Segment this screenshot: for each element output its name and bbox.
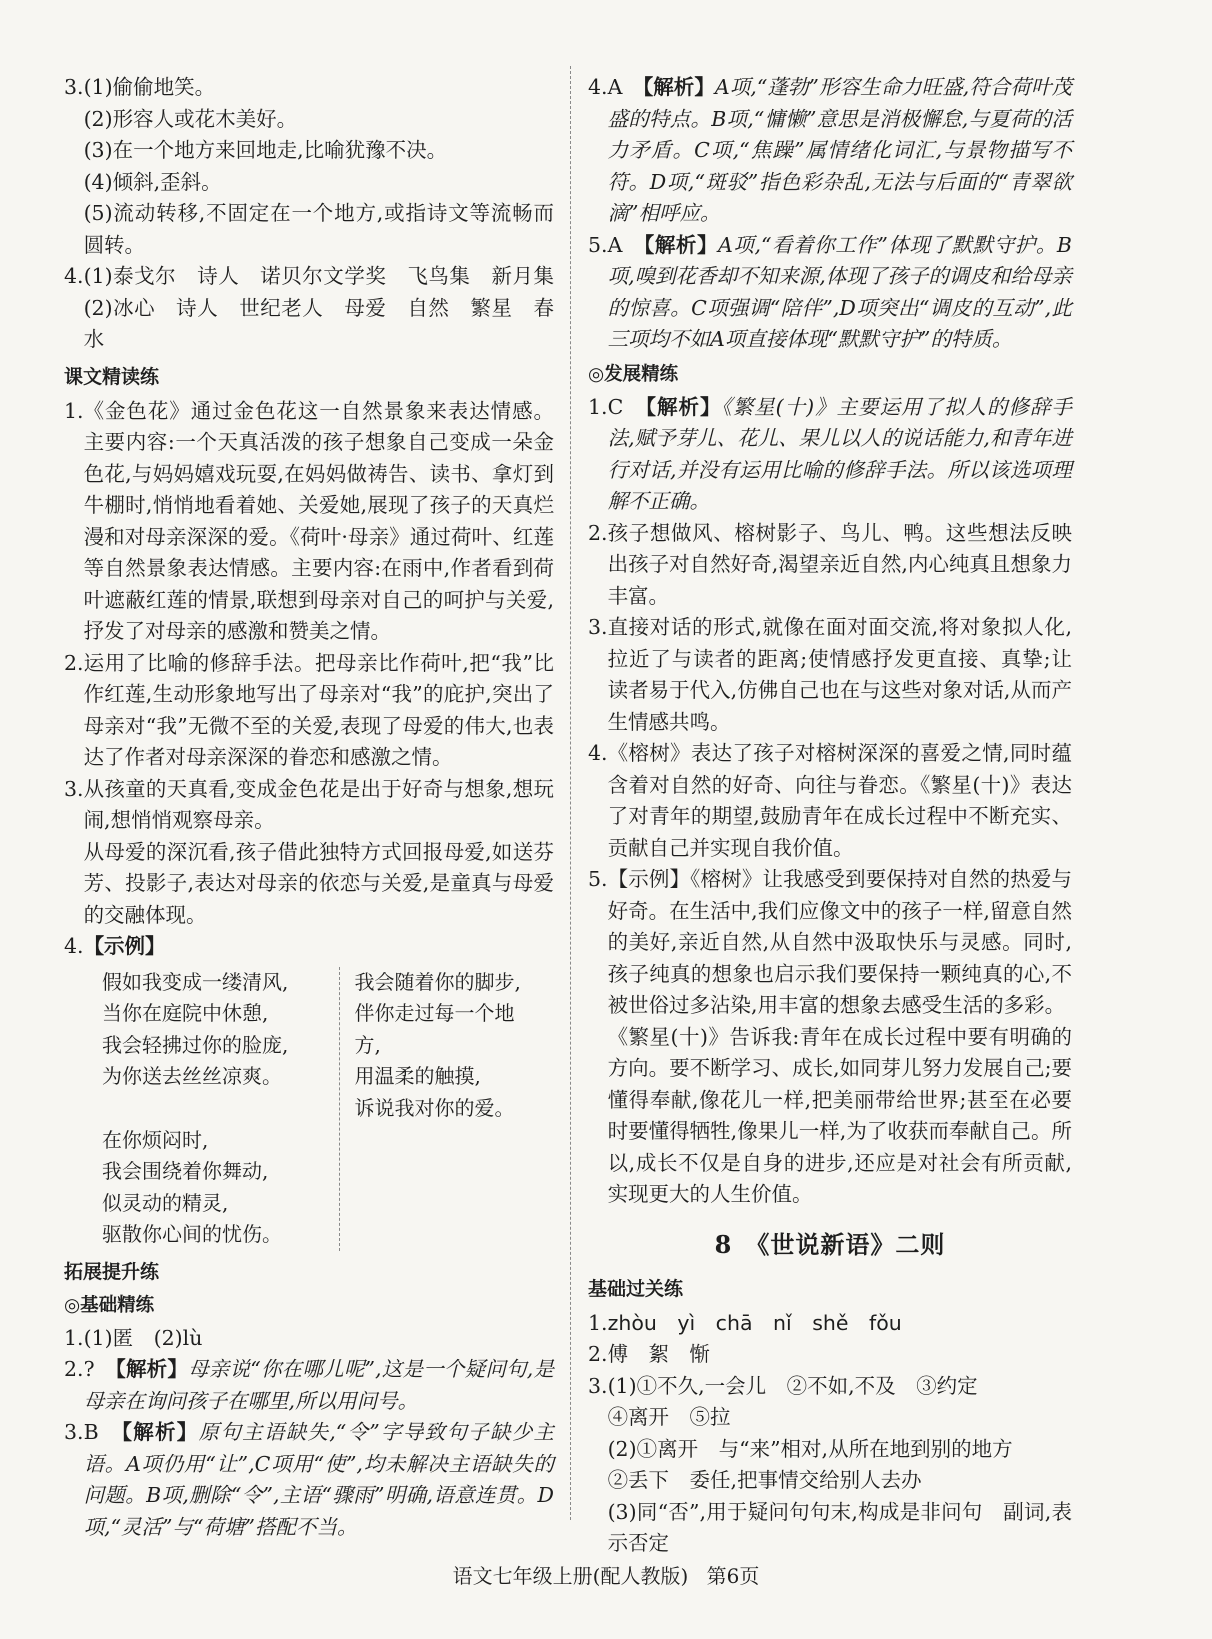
fazhan-answer-5-para-2: 《繁星(十)》告诉我:青年在成长过程中要有明确的方向。要不断学习、成长,如同芽儿努力发展自己;要懂得奉献,像花儿一样,把美丽带给世界;甚至在必要时要懂得牺牲,像果儿一样,为了收获而奉献自己。所以,成长不仅是自身的进步,还应是对社会有所贡献,实现更大的人生价值。 [607, 1024, 1072, 1206]
analysis-text: 原句主语缺失,“令”字导致句子缺少主语。A项仍用“让”,C项用“使”,均未解决主语缺失的问题。B项,删除“令”,主语“骤雨”明确,语意连贯。D项,“灵活”与“荷塘”搭配不当。 [83, 1420, 555, 1539]
q3-item-1: (1)偷偷地笑。 [83, 75, 216, 99]
poem-line: 似灵动的精灵, [102, 1190, 229, 1215]
page-footer [0, 1560, 1212, 1589]
analysis-text: 母亲说“你在哪儿呢”,这是一个疑问句,是母亲在询问孩子在哪里,所以用问号。 [83, 1357, 555, 1413]
poem-column-1 [64, 967, 340, 1251]
q3-item-5: (5)流动转移,不固定在一个地方,或指诗文等流畅而圆转。 [83, 201, 554, 257]
q3-item-4: (4)倾斜,歪斜。 [83, 169, 222, 194]
footer-page-number: 第6页 [706, 1564, 760, 1588]
analysis-text: A项,“看着你工作”体现了默默守护。B项,嗅到花香却不知来源,体现了孩子的调皮和给母亲的惊喜。C项强调“陪伴”,D项突出“调皮的互动”,此三项均不如A项直接体现“默默守护”的特质。 [607, 232, 1072, 351]
answer-q4: 4. (1)泰戈尔 诗人 诺贝尔文学奖 飞鸟集 新月集 (2)冰心 诗人 世纪老人 母爱 自然 繁星 春水 [64, 264, 575, 351]
guoguan-answer-3: 3. (1)①不久,一会儿 ②不如,不及 ③约定 ④离开 ⑤拉 (2)①离开 与“来”相对,从所在地到别的地方 ②丢下 委任,把事情交给别人去办 (3)同“否”,用于疑问句句末,构成是非问句 副词,表示否定 [588, 1371, 1072, 1560]
poem-line: 当你在庭院中休憩, [102, 1001, 269, 1025]
guoguan-answer-2: 2. 傅 絮 惭 [588, 1342, 711, 1366]
kewen-answer-2: 2. 运用了比喻的修辞手法。把母亲比作荷叶,把“我”比作红莲,生动形象地写出了母亲对“我”的庇护,突出了母亲对“我”无微不至的关爱,表现了母爱的伟大,也表达了作者对母亲深深的眷恋和感激之情。 [64, 650, 554, 769]
kewen-answer-3-para-2: 从母爱的深沉看,孩子借此独特方式回报母爱,如送芬芳、投影子,表达对母亲的依恋与关爱,是童真与母爱的交融体现。 [83, 839, 554, 927]
guoguan-3-line-3: (2)①离开 与“来”相对,从所在地到别的地方 [607, 1436, 1013, 1461]
q3-item-2: (2)形容人或花木美好。 [83, 106, 298, 131]
guoguan-3-line-1: (1)①不久,一会儿 ②不如,不及 ③约定 [607, 1373, 978, 1398]
poem-line: 用温柔的触摸, [354, 1064, 481, 1088]
kewen-answer-1: 1. 《金色花》通过金色花这一自然景象来表达情感。主要内容:一个天真活泼的孩子想象自己变成一朵金色花,与妈妈嬉戏玩耍,在妈妈做祷告、读书、拿灯到牛棚时,悄悄地看着她、关爱她,展现了孩子的天真烂漫和对母亲深深的爱。《荷叶·母亲》通过荷叶、红莲等自然景象表达情感。主要内容:在雨中,作者看到荷叶遮蔽红莲的情景,联想到母亲对自己的呵护与关爱,抒发了对母亲的感激和赞美之情。 [64, 398, 554, 643]
poem-line: 方, [354, 1032, 381, 1057]
fazhan-answer-3: 3. 直接对话的形式,就像在面对面交流,将对象拟人化,拉近了与读者的距离;使情感抒发更直接、真挚;让读者易于代入,仿佛自己也在与这些对象对话,从而产生情感共鸣。 [588, 615, 1072, 734]
answer-choice: A [607, 75, 623, 99]
analysis-text: 《繁星(十)》主要运用了拟人的修辞手法,赋予芽儿、花儿、果儿以人的说话能力,和青年进行对话,并没有运用比喻的修辞手法。所以该选项理解不正确。 [607, 394, 1073, 513]
fazhan-answer-5-para-1: 【示例】《榕树》让我感受到要保持对自然的热爱与好奇。在生活中,我们应像文中的孩子一样,留意自然的美好,亲近自然,从自然中汲取快乐与灵感。同时,孩子纯真的想象也启示我们要保持一颗纯真的心,不被世俗过多沾染,用丰富的想象去感受生活的多彩。 [607, 867, 1072, 1017]
answer-choice: B [83, 1420, 99, 1444]
subsection-fazhan: ◎发展精练 [588, 363, 679, 385]
poem-line: 假如我变成一缕清风, [102, 969, 289, 994]
poem-line: 我会围绕着你舞动, [102, 1159, 269, 1183]
fazhan-answer-1: 1. C 【解析】《繁星(十)》主要运用了拟人的修辞手法,赋予芽儿、花儿、果儿以人的说话能力,和青年进行对话,并没有运用比喻的修辞手法。所以该选项理解不正确。 [588, 394, 1073, 513]
stanza-gap [102, 1093, 339, 1125]
jichu-answer-3: 3. B 【解析】原句主语缺失,“令”字导致句子缺少主语。A项仍用“让”,C项用“使”,均未解决主语缺失的问题。B项,删除“令”,主语“骤雨”明确,语意连贯。D项,“灵活”与“荷塘”搭配不当。 [64, 1420, 555, 1539]
answer-r5: 5. A 【解析】A项,“看着你工作”体现了默默守护。B项,嗅到花香却不知来源,体现了孩子的调皮和给母亲的惊喜。C项强调“陪伴”,D项突出“调皮的互动”,此三项均不如A项直接体现“默默守护”的特质。 [588, 232, 1072, 351]
analysis-tag: 【解析】 [121, 1420, 199, 1444]
jichu-answer-1: 1. (1)匿 (2)lù [64, 1325, 203, 1350]
chapter-title: 8 《世说新语》二则 [714, 1229, 946, 1259]
poem-line: 我会随着你的脚步, [354, 969, 521, 994]
jichu-answer-2: 2. ? 【解析】母亲说“你在哪儿呢”,这是一个疑问句,是母亲在询问孩子在哪里,所以用问号。 [64, 1357, 555, 1413]
kewen-answer-4: 4. 【示例】 [64, 934, 166, 958]
section-tuozhan: 拓展提升练 [64, 1260, 160, 1283]
analysis-tag: 【解析】 [645, 394, 722, 419]
footer-book-title: 语文七年级上册(配人教版) [452, 1564, 689, 1588]
guoguan-3-line-5: (3)同“否”,用于疑问句句末,构成是非问句 副词,表示否定 [607, 1499, 1072, 1555]
kewen-answer-3: 3. 从孩童的天真看,变成金色花是出于好奇与想象,想玩闹,想悄悄观察母亲。 从母爱的深沉看,孩子借此独特方式回报母爱,如送芬芳、投影子,表达对母亲的依恋与关爱,是童真与母爱的交融体现。 [64, 774, 554, 932]
subsection-jichu: ◎基础精练 [64, 1294, 155, 1316]
q3-item-3: (3)在一个地方来回地走,比喻犹豫不决。 [83, 138, 448, 162]
left-column [64, 72, 575, 1543]
fazhan-answer-4: 4. 《榕树》表达了孩子对榕树深深的喜爱之情,同时蕴含着对自然的好奇、向往与眷恋。《繁星(十)》表达了对青年的期望,鼓励青年在成长过程中不断充实、贡献自己并实现自我价值。 [588, 741, 1072, 860]
right-column [588, 72, 1072, 1560]
answer-choice: C [607, 394, 624, 419]
poem-line: 诉说我对你的爱。 [354, 1095, 515, 1120]
poem-line: 在你烦闷时, [102, 1127, 209, 1152]
answer-choice: A [607, 232, 623, 257]
poem-line: 驱散你心间的忧伤。 [102, 1222, 282, 1246]
answer-q3: 3. (1)偷偷地笑。 (2)形容人或花木美好。 (3)在一个地方来回地走,比喻犹豫不决。 (4)倾斜,歪斜。 (5)流动转移,不固定在一个地方,或指诗文等流畅而圆转。 [64, 72, 554, 261]
poem-line: 伴你走过每一个地 [354, 1001, 515, 1025]
poem-line: 我会轻拂过你的脸庞, [102, 1032, 289, 1057]
fazhan-answer-5: 5. 【示例】《榕树》让我感受到要保持对自然的热爱与好奇。在生活中,我们应像文中的孩子一样,留意自然的美好,亲近自然,从自然中汲取快乐与灵感。同时,孩子纯真的想象也启示我们要保持一颗纯真的心,不被世俗过多沾染,用丰富的想象去感受生活的多彩。 《繁星(十)》告诉我:青年在成长过程中要有明确的方向。要不断学习、成长,如同芽儿努力发展自己;要懂得奉献,像花儿一样,把美丽带给世界;甚至在必要时要懂得牺牲,像果儿一样,为了收获而奉献自己。所以,成长不仅是自身的进步,还应是对社会有所贡献,实现更大的人生价值。 [588, 864, 1072, 1211]
kewen-answer-3-para-1: 从孩童的天真看,变成金色花是出于好奇与想象,想玩闹,想悄悄观察母亲。 [83, 776, 554, 832]
analysis-tag: 【解析】 [644, 232, 719, 257]
example-poem [64, 967, 554, 1251]
fazhan-answer-2: 2. 孩子想做风、榕树影子、鸟儿、鸭。这些想法反映出孩子对自然好奇,渴望亲近自然,内心纯真且想象力丰富。 [588, 520, 1072, 608]
guoguan-3-line-2: ④离开 ⑤拉 [607, 1405, 731, 1429]
answer-choice: ? [83, 1357, 95, 1381]
guoguan-3-line-4: ②丢下 委任,把事情交给别人去办 [607, 1468, 922, 1492]
guoguan-answer-1: 1. zhòu yì chā nǐ shě fǒu [588, 1310, 902, 1335]
answer-r4: 4. A 【解析】A项,“蓬勃”形容生命力旺盛,符合荷叶茂盛的特点。B项,“慵懒”意思是消极懈怠,与夏荷的活力矛盾。C项,“焦躁”属情绪化词汇,与景物描写不符。D项,“斑驳”指色彩杂乱,无法与后面的“青翠欲滴”相呼应。 [588, 75, 1073, 225]
poem-column-2 [340, 967, 554, 1251]
section-jichu-guoguan: 基础过关练 [588, 1277, 684, 1300]
analysis-tag: 【解析】 [642, 75, 715, 99]
poem-line: 为你送去丝丝凉爽。 [102, 1064, 282, 1088]
analysis-tag: 【解析】 [115, 1357, 189, 1381]
analysis-text: A项,“蓬勃”形容生命力旺盛,符合荷叶茂盛的特点。B项,“慵懒”意思是消极懈怠,与夏荷的活力矛盾。C项,“焦躁”属情绪化词汇,与景物描写不符。D项,“斑驳”指色彩杂乱,无法与后面的“青翠欲滴”相呼应。 [607, 75, 1073, 225]
section-kewen: 课文精读练 [64, 365, 160, 388]
